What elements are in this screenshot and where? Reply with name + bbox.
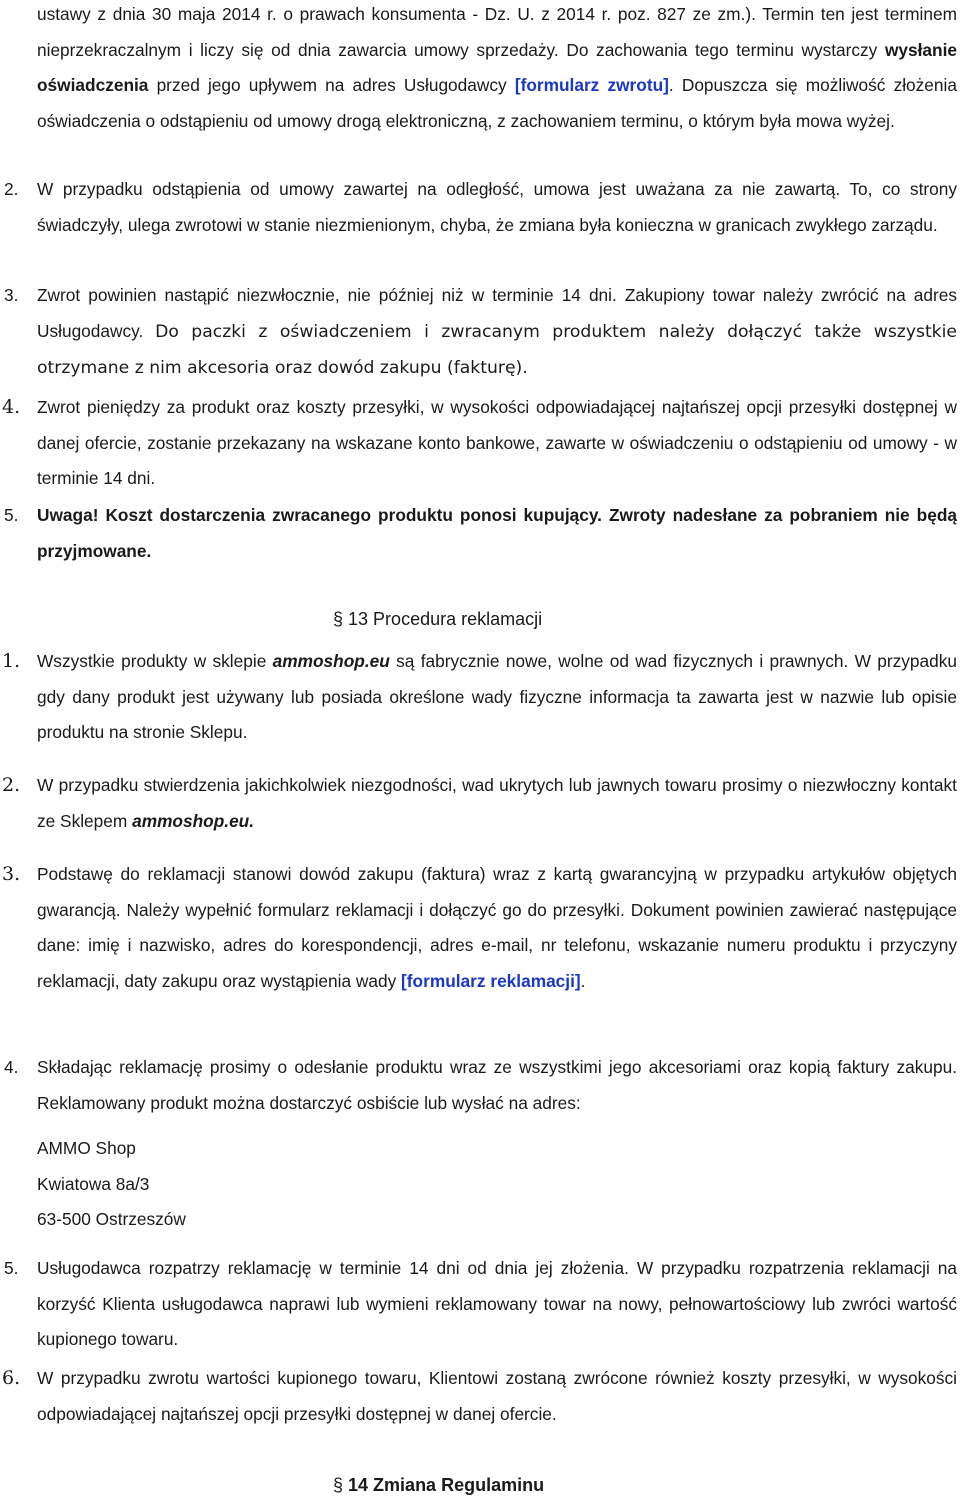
address-line: 63-500 Ostrzeszów — [37, 1209, 186, 1229]
item-text-b: . — [580, 970, 586, 991]
item-text — [37, 768, 957, 839]
item-text: Uwaga! Koszt dostarczenia zwracanego produktu ponosi kupujący. Zwroty nadesłane za pobraniem nie będą przyjmowane. — [37, 505, 957, 561]
section-title: 14 Zmiana Regulaminu — [348, 1475, 545, 1495]
paragraph-sign: § — [333, 1475, 344, 1495]
item-text: W przypadku odstąpienia od umowy zawartej na odległość, umowa jest uważana za nie zawartą. To, co strony świadczyły, ulega zwrotowi w stanie niezmienionym, chyba, że zmiana była konieczna w granicach zwykłego zarządu. — [37, 179, 957, 235]
item-text-b: są fabrycznie nowe, wolne od wad fizycznych i prawnych. W przypadku gdy dany produkt jest używany lub posiada określone wady fizyczne informacja ta zawarta jest w nazwie lub opisie produktu na stronie Sklepu. — [37, 651, 958, 742]
item-text: Zwrot pieniędzy za produkt oraz koszty przesyłki, w wysokości odpowiadającej najtańszej opcji przesyłki dostępnej w danej ofercie, zostanie przekazany na wskazane konto bankowe, zawarte w oświadczeniu o odstąpieniu od umowy - w terminie 14 dni. — [37, 397, 957, 488]
item-number: 3. — [2, 863, 21, 885]
item-number: 1. — [2, 650, 21, 672]
item-number: 4. — [2, 396, 21, 418]
item-number: 4. — [4, 1057, 19, 1077]
item-text — [37, 857, 957, 999]
item-text: Składając reklamację prosimy o odesłanie produktu wraz ze wszystkimi jego akcesoriami oraz kopią faktury zakupu. Reklamowany produkt można dostarczyć osbiście lub wysłać na adres: — [37, 1057, 957, 1113]
item-text-b: Do paczki z oświadczeniem i zwracanym produktem należy dołączyć także wszystkie otrzymane z nim akcesoria oraz dowód zakupu (fakturę). — [37, 321, 957, 378]
address-block — [37, 1131, 186, 1238]
shop-name: ammoshop.eu. — [132, 810, 255, 831]
item-number: 3. — [4, 285, 19, 305]
item-number: 2. — [4, 179, 19, 199]
item-number: 6. — [2, 1367, 21, 1389]
item-text-a: Podstawę do reklamacji stanowi dowód zakupu (faktura) wraz z kartą gwarancyjną w przypadku artykułów objętych gwarancją. Należy wypełnić formularz reklamacji i dołączyć go do przesyłki. Dokument powinien zawierać następujące dane: imię i nazwisko, adres do korespondencji, adres e-mail, nr telefonu, wskazanie numeru produktu i przyczyny reklamacji, daty zakupu oraz wystąpienia wady — [37, 864, 957, 991]
section-heading — [333, 609, 633, 630]
intro-paragraph — [37, 0, 957, 139]
item-text: Usługodawca rozpatrzy reklamację w terminie 14 dni od dnia jej złożenia. W przypadku rozpatrzenia reklamacji na korzyść Klienta usługodawca naprawi lub wymieni reklamowany towar na nowy, pełnowartościowy lub zwróci wartość kupionego towaru. — [37, 1258, 957, 1349]
item-text-a: W przypadku stwierdzenia jakichkolwiek niezgodności, wad ukrytych lub jawnych towaru prosimy o niezwłoczny kontakt ze Sklepem — [37, 775, 957, 831]
address-line: AMMO Shop — [37, 1138, 136, 1158]
item-text — [37, 644, 957, 751]
section-title: 13 Procedura reklamacji — [348, 609, 543, 629]
item-number: 5. — [4, 1258, 19, 1278]
intro-text-1: ustawy z dnia 30 maja 2014 r. o prawach konsumenta - Dz. U. z 2014 r. poz. 827 ze zm.). Termin ten jest terminem nieprzekraczalnym i liczy się od dnia zawarcia umowy sprzedaży. Do zachowania tego terminu wystarczy — [37, 4, 957, 60]
complaint-form-link[interactable]: [formularz reklamacji] — [401, 970, 581, 991]
shop-name: ammoshop.eu — [272, 651, 390, 671]
item-number: 2. — [2, 774, 21, 796]
intro-text-3: . Dopuszcza się możliwość złożenia oświadczenia o odstąpieniu od umowy drogą elektroniczną, z zachowaniem terminu, o którym była mowa wyżej. — [37, 75, 957, 131]
item-number: 5. — [4, 505, 19, 525]
item-text-a: Zwrot powinien nastąpić niezwłocznie, nie później niż w terminie 14 dni. Zakupiony towar należy zwrócić na adres Usługodawcy. — [37, 285, 957, 341]
item-text-a: Wszystkie produkty w sklepie — [37, 651, 273, 671]
item-text — [37, 278, 957, 387]
intro-bold-text: wysłanie oświadczenia — [37, 39, 957, 95]
address-line: Kwiatowa 8a/3 — [37, 1173, 150, 1194]
section-heading — [333, 1475, 633, 1496]
item-text: W przypadku zwrotu wartości kupionego towaru, Klientowi zostaną zwrócone również koszty przesyłki, w wysokości odpowiadającej najtańszej opcji przesyłki dostępnej w danej ofercie. — [37, 1368, 957, 1424]
return-form-link[interactable]: [formularz zwrotu] — [514, 75, 669, 95]
intro-text-2: przed jego upływem na adres Usługodawcy — [148, 75, 515, 95]
paragraph-sign: § — [333, 609, 344, 629]
